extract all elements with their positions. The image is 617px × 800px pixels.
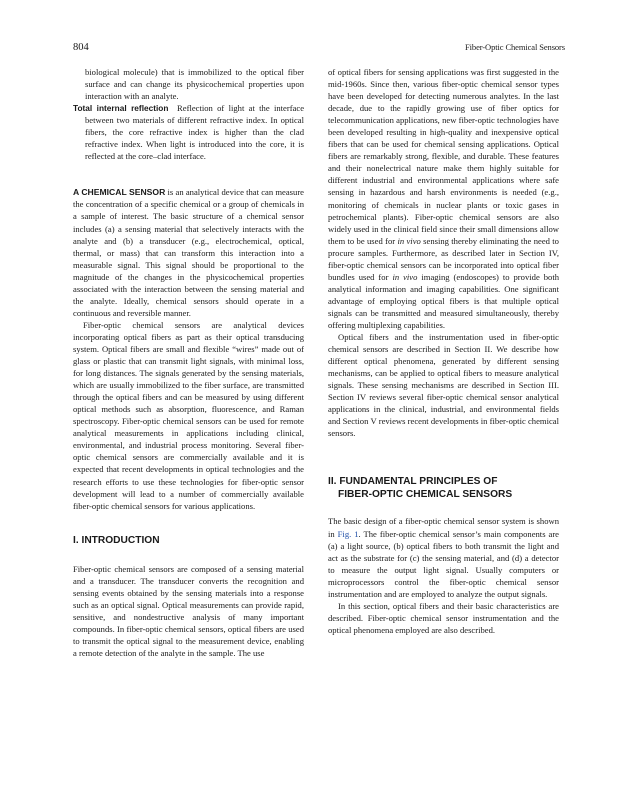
left-column bbox=[73, 66, 304, 659]
definition-paragraph bbox=[73, 186, 304, 319]
heading-line-2: FIBER-OPTIC CHEMICAL SENSORS bbox=[338, 489, 513, 501]
glossary-definition: Reflection of light at the interface between two materials of different refractive index. In optical fibers, the core refractive index is higher than the clad refractive index. When light is introduced into the core, it is reflected at the core–clad interface. bbox=[85, 103, 305, 162]
glossary-entry-total-internal-reflection bbox=[73, 102, 304, 162]
page-number: 804 bbox=[73, 42, 89, 53]
text-run: . The fiber-optic chemical sensor’s main components are (a) a light source, (b) optical fibers to both transmit the light and act as the substrate for (c) the sensing material, and (d) a detector to measure the output light signal. Usually computers or microprocessors control the fiber-optic chemical sensor instrumentation and are employed to analyze the output signals. bbox=[328, 528, 559, 599]
body-paragraph: Fiber-optic chemical sensors are composed of a sensing material and a transducer. The transducer converts the recognition and sensing events obtained by the sensing materials into a response such as an optical signal. Optical measurements can provide rapid, sensitive, and nondestructive analysis of many important compounds. In fiber-optic chemical sensors, optical fibers are used to transmit the optical signal to the measurement device, enabling a remote detection of the analyte in the sample. The use bbox=[73, 563, 304, 658]
definition-term: A CHEMICAL SENSOR bbox=[73, 187, 166, 198]
right-column bbox=[328, 66, 559, 636]
section-heading-fundamental-principles bbox=[328, 475, 559, 501]
glossary-term: Total internal reflection bbox=[73, 103, 169, 114]
text-run: The basic design of a fiber-optic chemical sensor system is shown in bbox=[328, 516, 559, 539]
glossary-continuation: biological molecule) that is immobilized to the optical fiber surface and can change its physicochemical properties upon interaction with an analyte. bbox=[85, 67, 304, 102]
definition-text: is an analytical device that can measure the concentration of a specific chemical or a group of chemicals in a sample of interest. The basic structure of a chemical sensor includes (a) a sensing material that selectively interacts with the analyte and (b) a transducer (e.g., electrochemical, optical, thermal, or mass) that can transform this interaction into a measurable signal. This signal should be proportional to the magnitude of the changes in the physicochemical properties associated with the interaction between the sensing material and the analyte. Ideally, chemical sensors should operate in a continuous and reversible manner. bbox=[73, 187, 304, 318]
body-paragraph: In this section, optical fibers and their basic characteristics are described. Fiber-optic chemical sensor instrumentation and the optical phenomena employed are also described. bbox=[328, 600, 559, 635]
heading-line-1: II. FUNDAMENTAL PRINCIPLES OF bbox=[328, 476, 498, 488]
figure-1-link[interactable]: Fig. 1 bbox=[337, 528, 359, 539]
running-title: Fiber-Optic Chemical Sensors bbox=[465, 42, 565, 52]
italic-term: in vivo bbox=[397, 235, 421, 246]
body-paragraph bbox=[328, 515, 559, 599]
italic-term: in vivo bbox=[392, 271, 418, 282]
body-paragraph bbox=[328, 66, 559, 331]
body-paragraph: Fiber-optic chemical sensors are analytical devices incorporating optical fibers as part as their optical transducing system. Optical fibers are small and flexible “wires” made out of glass or plastic that can transmit light signals, with minimal loss, for long distances. The signals generated by the sensing materials, which are usually immobilized to the fiber surface, are transmitted through the optical fibers and can be measured by using different optical methods such as absorption, fluorescence, and Raman spectroscopy. Fiber-optic chemical sensors can be used for remote analytical measurements in applications including clinical, environmental, and industrial process monitoring. Several fiber-optic chemical sensors are commercially available and it is expected that recent developments in optical technologies and the research efforts to use these technologies for fiber-optic sensor development will lead to a number of commercially available fiber-optic chemical sensors for various applications. bbox=[73, 319, 304, 511]
text-run: imaging (endoscopes) to provide both analytical information and imaging capabilities. One significant advantage of employing optical fibers is that multiple optical signals can be transmitted and measured simultaneously, thereby offering multiplexing capabilities. bbox=[328, 271, 560, 330]
text-run: of optical fibers for sensing applications was first suggested in the mid-1960s. Since then, various fiber-optic chemical sensor types have been developed for detecting numerous analytes. In the last decade, due to the rapidly growing use of fiber optics for telecommunication applications, new fiber-optic technologies have been developed resulting in high-quality and inexpensive optical fibers that can be used for chemical sensing applications. Optical fibers are remarkably strong, flexible, and durable. These features and their nonelectrical nature make them highly suitable for different industrial and environmental applications where safe sensing in hazardous and harsh environments is needed (e.g., monitoring of chemicals in nuclear plants or toxic gases in petrochemical plants). Fiber-optic chemical sensors are also widely used in the clinical field since their small dimensions allow them to be used for bbox=[328, 67, 559, 246]
body-paragraph: Optical fibers and the instrumentation used in fiber-optic chemical sensors are described in Section II. We describe how different optical phenomena, generated by different sensing mechanisms, can be applied to optical fibers to measure analytical signals. These sensing mechanisms are described in Section III. Section IV reviews several fiber-optic chemical sensor analytical applications in the clinical, industrial, and environmental fields and Section V reviews recent developments in fiber-optic chemical sensors. bbox=[328, 332, 559, 439]
section-heading-introduction: I. INTRODUCTION bbox=[73, 534, 160, 546]
text-run: sensing thereby eliminating the need to procure samples. Furthermore, as described later in Section IV, fiber-optic chemical sensors can be incorporated into optical fiber bundles used for bbox=[328, 235, 559, 282]
